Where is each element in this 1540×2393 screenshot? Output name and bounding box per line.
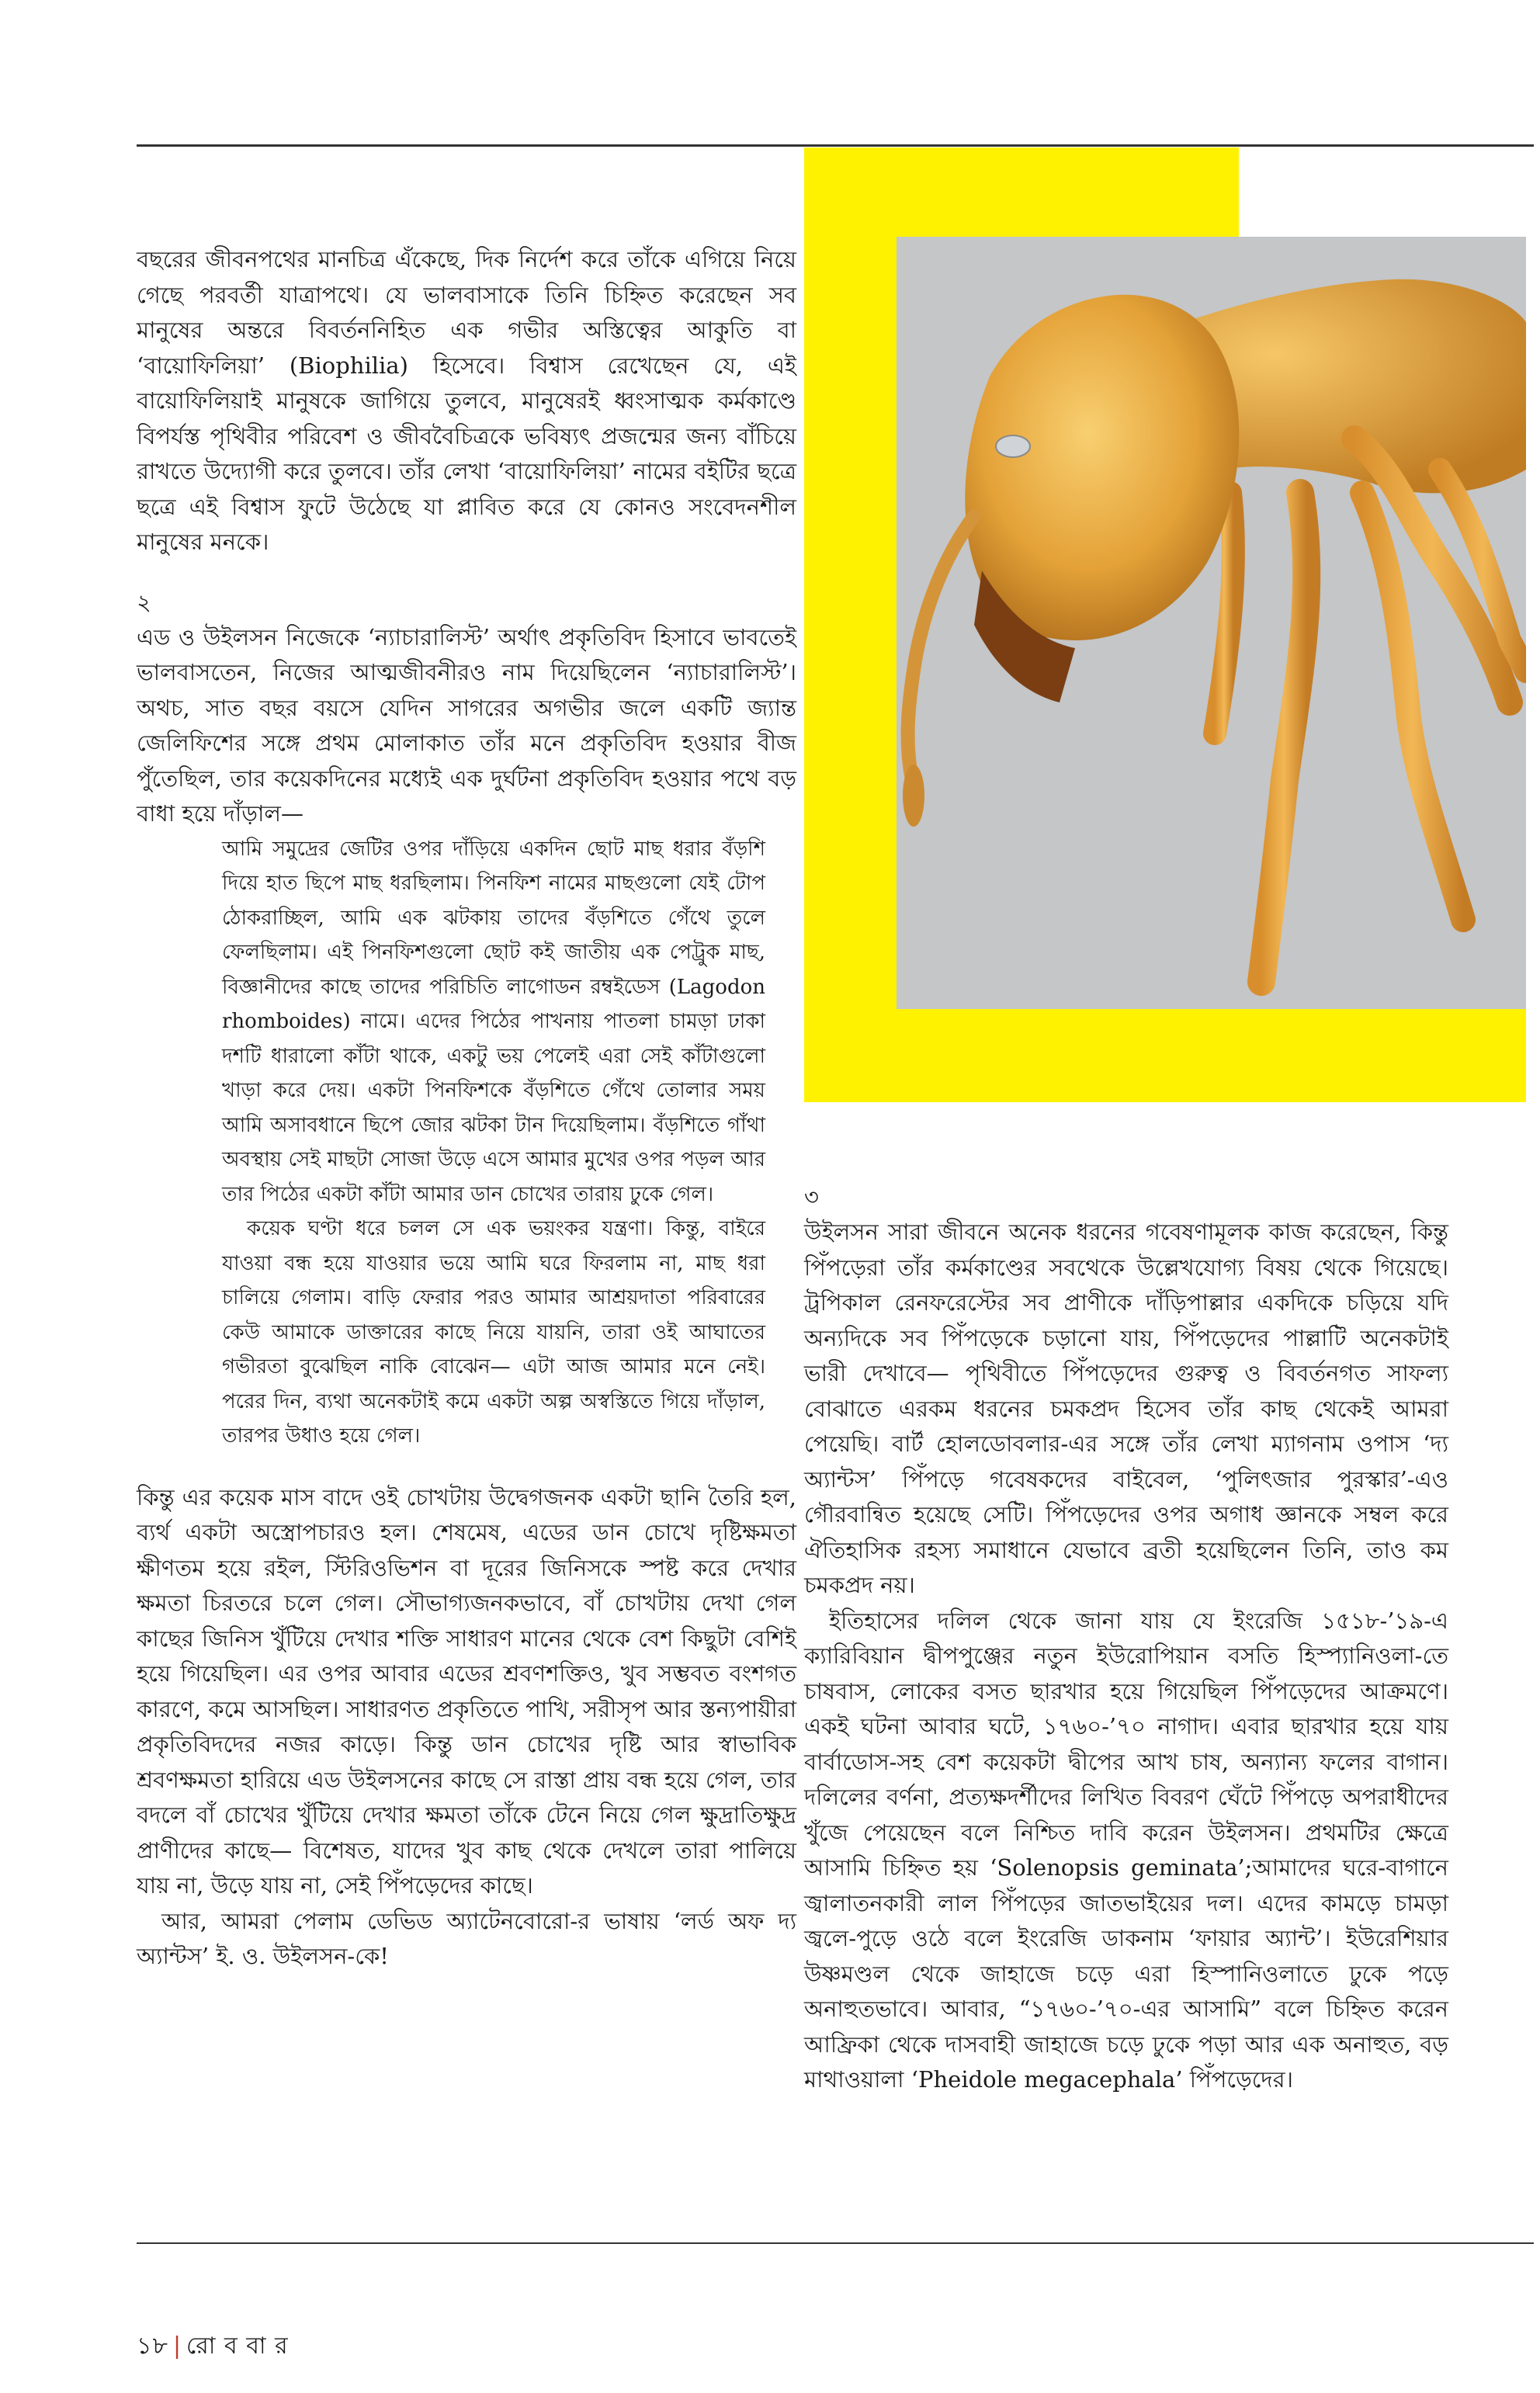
page-footer (137, 2327, 289, 2367)
section-number: ৩ (804, 1184, 819, 1210)
quote-paragraph: কয়েক ঘণ্টা ধরে চলল সে এক ভয়ংকর যন্ত্রণা। কিন্তু, বাইরে যাওয়া বন্ধ হয়ে যাওয়ার ভয়ে আমি ঘরে ফিরলাম না, মাছ ধরা চালিয়ে গেলাম। বাড়ি ফেরার পরও আমার আশ্রয়দাতা পরিবারের কেউ আমাকে ডাক্তারের কাছে নিয়ে যায়নি, তারা ওই আঘাতের গভীরতা বুঝেছিল নাকি বোঝেন— এটা আজ আমার মনে নেই। পরের দিন, ব্যথা অনেকটাই কমে একটা অল্প অস্বস্তিতে গিয়ে দাঁড়াল, তারপর উধাও হয়ে গেল। (222, 1217, 765, 1448)
yellow-accent-strip (1239, 1009, 1526, 1102)
top-rule (137, 144, 1534, 147)
section-number: ২ (137, 588, 151, 616)
block-quote (222, 832, 765, 1454)
body-paragraph: ইতিহাসের দলিল থেকে জানা যায় যে ইংরেজি ১৫১৮-’১৯-এ ক্যারিবিয়ান দ্বীপপুঞ্জের নতুন ইউরোপিয়ান বসতি হিস্প্যানিওলা-তে চাষবাস, লোকের বসত ছারখার হয়ে গিয়েছিল পিঁপড়েদের আক্রমণে। একই ঘটনা আবার ঘটে, ১৭৬০-’৭০ নাগাদ। এবার ছারখার হয়ে যায় বার্বাডোস-সহ বেশ কয়েকটা দ্বীপের আখ চাষ, অন্যান্য ফলের বাগান। দলিলের বর্ণনা, প্রত্যক্ষদর্শীদের লিখিত বিবরণ ঘেঁটে পিঁপড়ে অপরাধীদের খুঁজে পেয়েছেন বলে নিশ্চিত দাবি করেন উইলসন। প্রথমটির ক্ষেত্রে আসামি চিহ্নিত হয় ‘Solenopsis geminata’;আমাদের ঘরে-বাগানে জ্বালাতনকারী লাল পিঁপড়ের জাতভাইয়ের দল। এদের কামড়ে চামড়া জ্বলে-পুড়ে ওঠে বলে ইংরেজি ডাকনাম ‘ফায়ার অ্যান্ট’। ইউরেশিয়ার উষ্ণমণ্ডল থেকে জাহাজে চড়ে এরা হিস্পানিওলাতে ঢুকে পড়ে অনাহুতভাবে। আবার, “১৭৬০-’৭০-এর আসামি” বলে চিহ্নিত করেন আফ্রিকা থেকে দাসবাহী জাহাজে চড়ে ঢুকে পড়া আর এক অনাহুত, বড় মাথাওয়ালা ‘Pheidole megacephala’ পিঁপড়েদের। (804, 1607, 1448, 2093)
quote-paragraph: আমি সমুদ্রের জেটির ওপর দাঁড়িয়ে একদিন ছোট মাছ ধরার বঁড়শি দিয়ে হাত ছিপে মাছ ধরছিলাম। পিনফিশ নামের মাছগুলো যেই টোপ ঠোকরাচ্ছিল, আমি এক ঝটকায় তাদের বঁড়শিতে গেঁথে তুলে ফেলছিলাম। এই পিনফিশগুলো ছোট কই জাতীয় এক পেট্রুক মাছ, বিজ্ঞানীদের কাছে তাদের পরিচিতি লাগোডন রম্বইডেস (Lagodon rhomboides) নামে। এদের পিঠের পাখনায় পাতলা চামড়া ঢাকা দশটি ধারালো কাঁটা থাকে, একটু ভয় পেলেই এরা সেই কাঁটাগুলো খাড়া করে দেয়। একটা পিনফিশকে বঁড়শিতে গেঁথে তোলার সময় আমি অসাবধানে ছিপে জোর ঝটকা টান দিয়েছিলাম। বঁড়শিতে গাঁথা অবস্থায় সেই মাছটা সোজা উড়ে এসে আমার মুখের ওপর পড়ল আর তার পিঠের একটা কাঁটা আমার ডান চোখের তারায় ঢুকে গেল। (222, 837, 765, 1206)
body-paragraph: আর, আমরা পেলাম ডেভিড অ্যাটেনবোরো-র ভাষায় ‘লর্ড অফ দ্য অ্যান্টস’ ই. ও. উইলসন-কে! (137, 1907, 796, 1969)
body-paragraph: এড ও উইলসন নিজেকে ‘ন্যাচারালিস্ট’ অর্থাৎ প্রকৃতিবিদ হিসাবে ভাবতেই ভালবাসতেন, নিজের আত্মজীবনীরও নাম দিয়েছিলেন ‘ন্যাচারালিস্ট’। অথচ, সাত বছর বয়সে যেদিন সাগরের অগভীর জলে একটি জ্যান্ত জেলিফিশের সঙ্গে প্রথম মোলাকাত তাঁর মনে প্রকৃতিবিদ হওয়ার বীজ পুঁতেছিল, তার কয়েকদিনের মধ্যেই এক দুর্ঘটনা প্রকৃতিবিদ হওয়ার পথে বড় বাধা হয়ে দাঁড়াল— (137, 623, 796, 827)
magazine-name: রো ব বা র (186, 2332, 289, 2360)
footer-separator: | (172, 2332, 182, 2360)
body-paragraph: কিন্তু এর কয়েক মাস বাদে ওই চোখটায় উদ্বেগজনক একটা ছানি তৈরি হল, ব্যর্থ একটা অস্ত্রোপচারও হল। শেষমেষ, এডের ডান চোখে দৃষ্টিক্ষমতা ক্ষীণতম হয়ে রইল, স্টিরিওভিশন বা দূরের জিনিসকে স্পষ্ট করে দেখার ক্ষমতা চিরতরে চলে গেল। সৌভাগ্যজনকভাবে, বাঁ চোখটায় দেখা গেল কাছের জিনিস খুঁটিয়ে দেখার শক্তি সাধারণ মানের থেকে বেশ কিছুটা বেশিই হয়ে গিয়েছিল। এর ওপর আবার এডের শ্রবণশক্তিও, খুব সম্ভবত বংশগত কারণে, কমে আসছিল। সাধারণত প্রকৃতিতে পাখি, সরীসৃপ আর স্তন্যপায়ীরা প্রকৃতিবিদদের নজর কাড়ে। কিন্তু ডান চোখের দৃষ্টি আর স্বাভাবিক শ্রবণক্ষমতা হারিয়ে এড উইলসনের কাছে সে রাস্তা প্রায় বন্ধ হয়ে গেল, তার বদলে বাঁ চোখের খুঁটিয়ে দেখার ক্ষমতা তাঁকে টেনে নিয়ে গেল ক্ষুদ্রাতিক্ষুদ্র প্রাণীদের কাছে— বিশেষত, যাদের খুব কাছ থেকে দেখলে তারা পালিয়ে যায় না, উড়ে যায় না, সেই পিঁপড়েদের কাছে। (137, 1483, 796, 1899)
body-paragraph: বছরের জীবনপথের মানচিত্র এঁকেছে, দিক নির্দেশ করে তাঁকে এগিয়ে নিয়ে গেছে পরবর্তী যাত্রাপথে। যে ভালবাসাকে তিনি চিহ্নিত করেছেন সব মানুষের অন্তরে বিবর্তননিহিত এক গভীর অস্তিত্বের আকুতি বা ‘বায়োফিলিয়া’ (Biophilia) হিসেবে। বিশ্বাস রেখেছেন যে, এই বায়োফিলিয়াই মানুষকে জাগিয়ে তুলবে, মানুষেরই ধ্বংসাত্মক কর্মকাণ্ডে বিপর্যস্ত পৃথিবীর পরিবেশ ও জীববৈচিত্রকে ভবিষ্যৎ প্রজন্মের জন্য বাঁচিয়ে রাখতে উদ্যোগী করে তুলবে। তাঁর লেখা ‘বায়োফিলিয়া’ নামের বইটির ছত্রে ছত্রে এই বিশ্বাস ফুটে উঠেছে যা প্লাবিত করে যে কোনও সংবেদনশীল মানুষের মনকে। (137, 246, 796, 555)
bottom-rule (137, 2242, 1534, 2244)
body-paragraph: উইলসন সারা জীবনে অনেক ধরনের গবেষণামূলক কাজ করেছেন, কিন্তু পিঁপড়েরা তাঁর কর্মকাণ্ডের সবথেকে উল্লেখযোগ্য বিষয় থেকে গিয়েছে। ট্রপিকাল রেনফরেস্টের সব প্রাণীকে দাঁড়িপাল্লার একদিকে চড়িয়ে যদি অন্যদিকে সব পিঁপড়েকে চড়ানো যায়, পিঁপড়েদের পাল্লাটি অনেকটাই ভারী দেখাবে— পৃথিবীতে পিঁপড়েদের গুরুত্ব ও বিবর্তনগত সাফল্য বোঝাতে এরকম ধরনের চমকপ্রদ হিসেব তাঁর কাছ থেকেই আমরা পেয়েছি। বার্ট হোলডোবলার-এর সঙ্গে তাঁর লেখা ম্যাগনাম ওপাস ‘দ্য অ্যান্টস’ পিঁপড়ে গবেষকদের বাইবেল, ‘পুলিৎজার পুরস্কার’-এও গৌরবান্বিত হয়েছে সেটি। পিঁপড়েদের ওপর অগাধ জ্ঞানকে সম্বল করে ঐতিহাসিক রহস্য সমাধানে যেভাবে ব্রতী হয়েছিলেন তিনি, তাও কম চমকপ্রদ নয়। (804, 1219, 1448, 1598)
left-column (137, 242, 796, 1975)
ant-photo (897, 237, 1526, 1009)
ant-illustration (897, 237, 1526, 1009)
page-number: ১৮ (137, 2332, 168, 2360)
right-column (804, 1180, 1448, 2098)
